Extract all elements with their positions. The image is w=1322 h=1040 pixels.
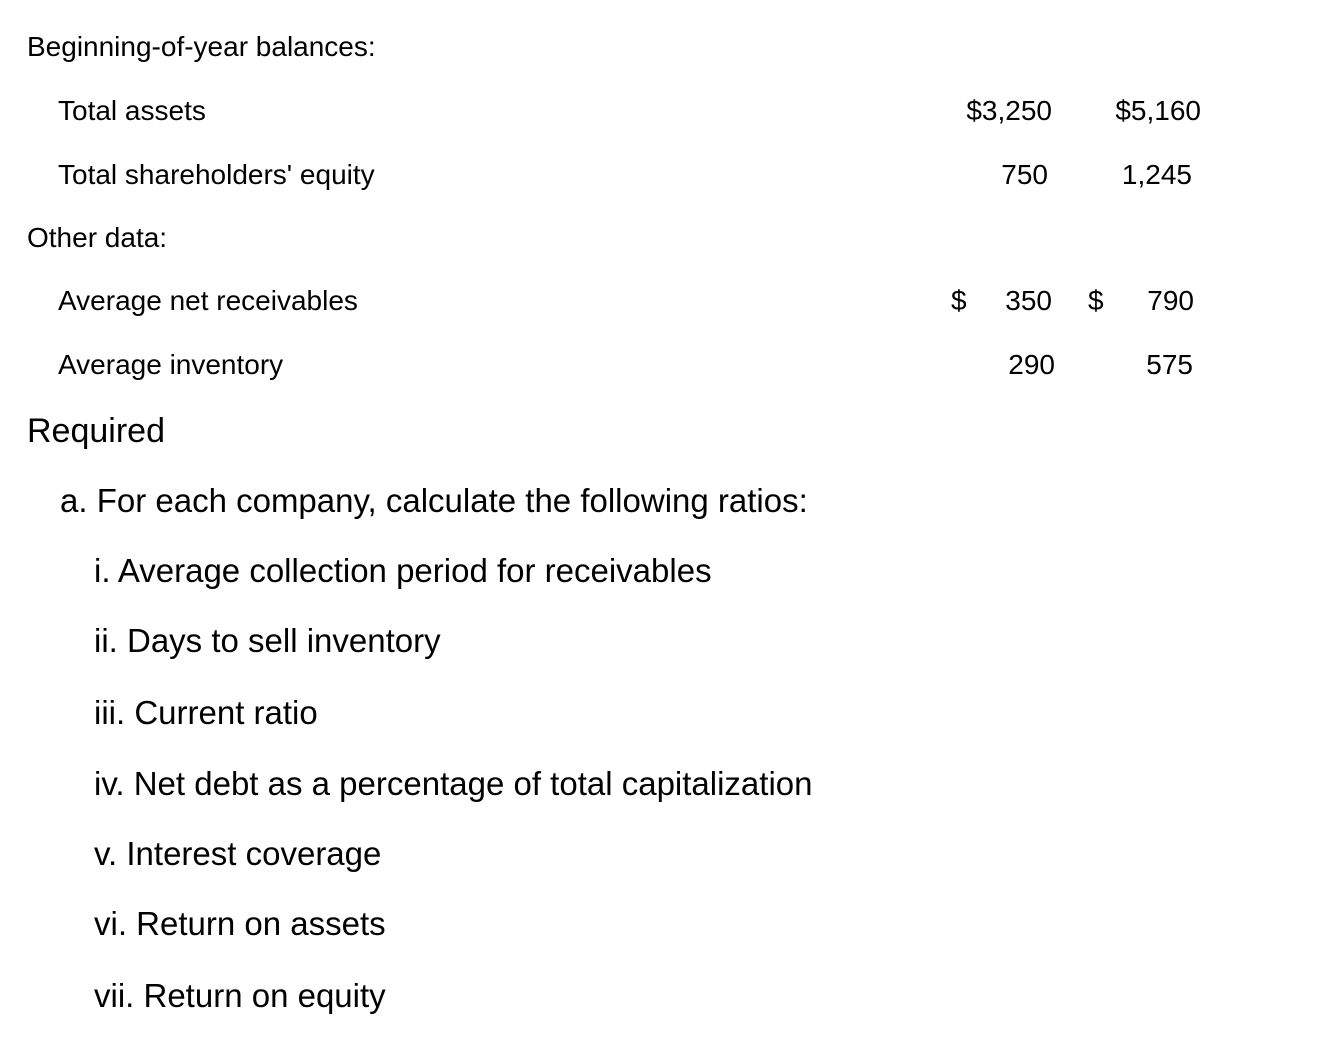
ratio-item: vi. Return on assets	[94, 905, 386, 942]
avg-inventory-company2-value: 575	[1146, 349, 1193, 380]
required-heading: Required	[27, 412, 165, 450]
avg-net-receivables-label: Average net receivables	[58, 285, 358, 316]
total-equity-company1-value: 750	[1001, 159, 1048, 190]
total-equity-label: Total shareholders' equity	[58, 159, 375, 190]
avg-net-receivables-company1-value: 350	[1005, 285, 1052, 316]
total-equity-company2-value: 1,245	[1121, 159, 1192, 190]
ratio-item: ii. Days to sell inventory	[94, 622, 441, 659]
ratio-item: v. Interest coverage	[94, 835, 382, 872]
avg-net-receivables-company1-currency: $	[951, 285, 967, 316]
avg-net-receivables-company2-currency: $	[1088, 285, 1104, 316]
total-assets-company2-value: $5,160	[1115, 95, 1201, 126]
avg-net-receivables-company2-value: 790	[1147, 285, 1194, 316]
ratio-item: iv. Net debt as a percentage of total capitalization	[94, 765, 813, 802]
other-data-heading: Other data:	[27, 222, 168, 253]
avg-inventory-label: Average inventory	[58, 349, 284, 380]
total-assets-label: Total assets	[58, 95, 206, 126]
required-part-a: a. For each company, calculate the following ratios:	[60, 482, 808, 519]
ratio-item: iii. Current ratio	[94, 694, 318, 731]
ratio-item: vii. Return on equity	[94, 977, 386, 1014]
avg-inventory-company1-value: 290	[1008, 349, 1055, 380]
total-assets-company1-value: $3,250	[966, 95, 1052, 126]
beginning-balances-heading: Beginning-of-year balances:	[27, 31, 376, 62]
ratio-item: i. Average collection period for receivables	[94, 552, 712, 589]
